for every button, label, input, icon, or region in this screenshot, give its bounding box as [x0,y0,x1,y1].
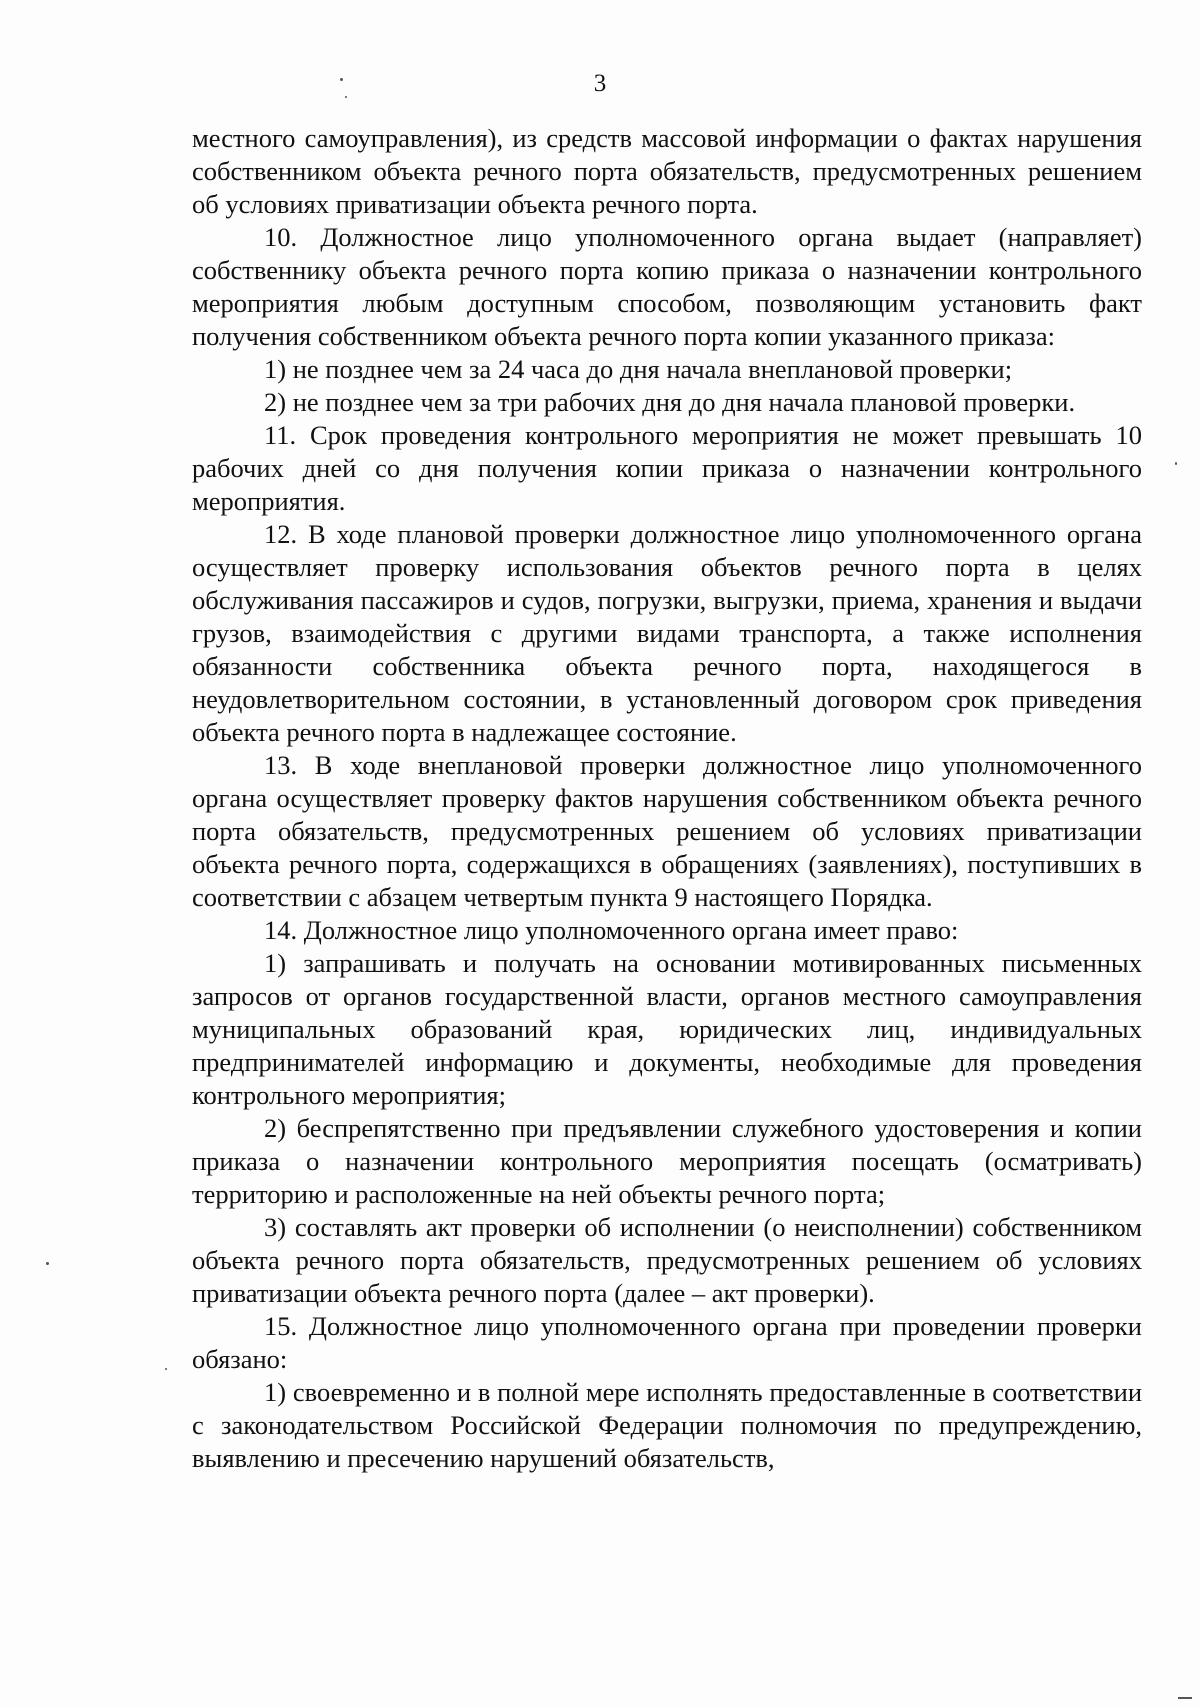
paragraph-item-10-sub-1: 1) не позднее чем за 24 часа до дня начала внеплановой проверки; [264,354,1013,384]
paragraph-item-10: 10. Должностное лицо уполномоченного органа выдает (направляет) собственнику объекта речного порта копию приказа о назначении контрольного мероприятия любым доступным способом, позволяющим установить факт получения собственником объекта речного порта копии указанного приказа: [192,222,1142,351]
paragraph-item-13: 13. В ходе внеплановой проверки должностное лицо уполномоченного органа осуществляет проверку фактов нарушения собственником объекта речного порта обязательств, предусмотренных решением об условиях приватизации объекта речного порта, содержащихся в обращениях (заявлениях), поступивших в соответствии с абзацем четвертым пункта 9 настоящего Порядка. [192,750,1142,912]
scan-speck [345,96,347,98]
page-number: 3 [593,70,607,97]
scan-speck [165,1368,167,1370]
scan-speck [46,1262,49,1265]
paragraph-item-11: 11. Срок проведения контрольного мероприятия не может превышать 10 рабочих дней со дня получения копии приказа о назначении контрольного мероприятия. [192,420,1142,516]
paragraph-item-15-sub-1: 1) своевременно и в полной мере исполнять предоставленные в соответствии с законодательством Российской Федерации полномочия по предупреждению, выявлению и пресечению нарушений обязательств, [192,1377,1142,1473]
paragraph-item-14: 14. Должностное лицо уполномоченного органа имеет право: [264,915,959,945]
paragraph-item-14-sub-1: 1) запрашивать и получать на основании мотивированных письменных запросов от органов государственной власти, органов местного самоуправления муниципальных образований края, юридических лиц, индивидуальных предпринимателей информацию и документы, необходимые для проведения контрольного мероприятия; [192,948,1142,1110]
paragraph-item-15: 15. Должностное лицо уполномоченного органа при проведении проверки обязано: [192,1311,1142,1374]
document-body [192,122,1142,1475]
paragraph-item-14-sub-3: 3) составлять акт проверки об исполнении (о неисполнении) собственником объекта речного порта обязательств, предусмотренных решением об условиях приватизации объекта речного порта (далее – акт проверки). [192,1212,1142,1308]
paragraph-item-10-sub-2: 2) не позднее чем за три рабочих дня до дня начала плановой проверки. [264,387,1076,417]
paragraph-item-12: 12. В ходе плановой проверки должностное лицо уполномоченного органа осуществляет проверку использования объектов речного порта в целях обслуживания пассажиров и судов, погрузки, выгрузки, приема, хранения и выдачи грузов, взаимодействия с другими видами транспорта, а также исполнения обязанности собственника объекта речного порта, находящегося в неудовлетворительном состоянии, в установленный договором срок приведения объекта речного порта в надлежащее состояние. [192,519,1142,747]
scan-speck [1178,1697,1192,1699]
paragraph-item-14-sub-2: 2) беспрепятственно при предъявлении служебного удостоверения и копии приказа о назначении контрольного мероприятия посещать (осматривать) территорию и расположенные на ней объекты речного порта; [192,1113,1142,1209]
scan-speck [1175,462,1177,465]
scan-speck [340,78,343,81]
paragraph-continuation: местного самоуправления), из средств массовой информации о фактах нарушения собственником объекта речного порта обязательств, предусмотренных решением об условиях приватизации объекта речного порта. [192,123,1142,219]
